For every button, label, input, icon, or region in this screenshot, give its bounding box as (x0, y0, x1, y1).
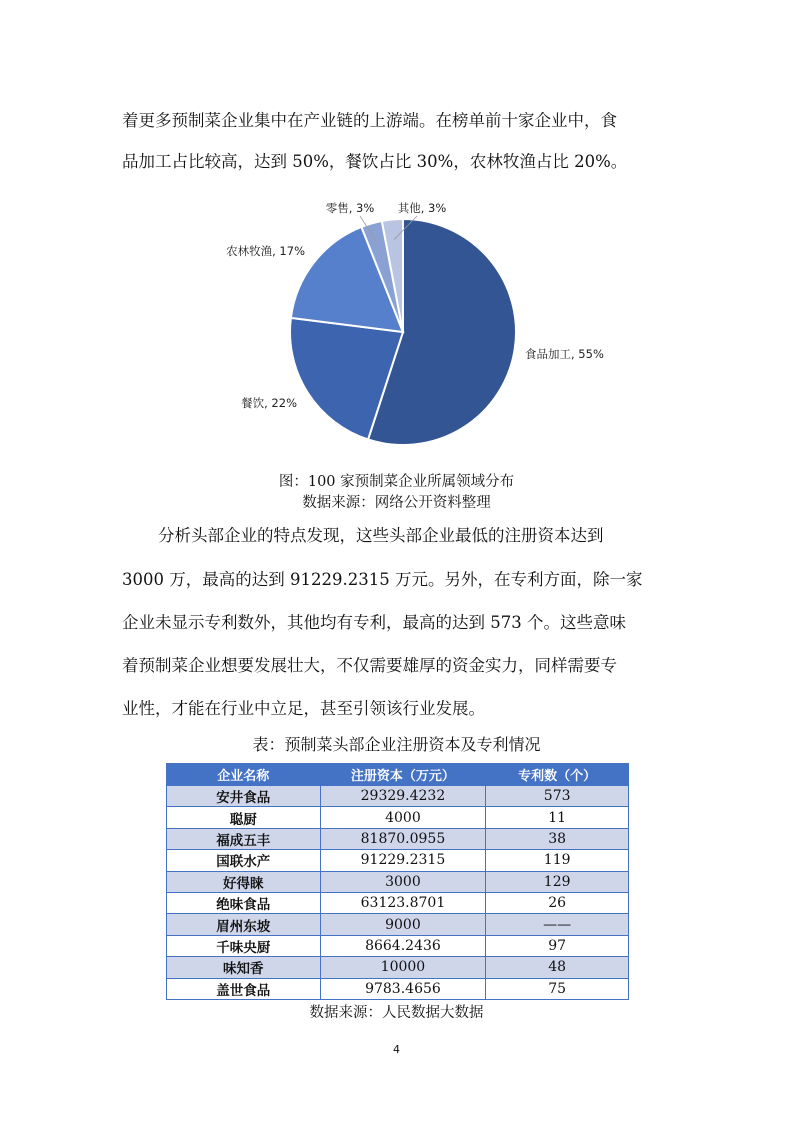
company-table (166, 763, 629, 1000)
header-capital: 注册资本（万元） (320, 764, 486, 786)
patents-cell: 26 (486, 892, 629, 913)
analysis-line: 分析头部企业的特点发现，这些头部企业最低的注册资本达到 (158, 526, 604, 545)
capital-cell: 3000 (320, 871, 486, 892)
capital-cell: 91229.2315 (320, 850, 486, 871)
table-row (167, 871, 629, 892)
table-header-row (167, 764, 629, 786)
patents-cell: 38 (486, 828, 629, 849)
intro-paragraph (122, 107, 677, 177)
slice-label: 食品加工, 55% (525, 347, 604, 361)
company-name-cell: 聪厨 (167, 807, 321, 828)
slice-label: 农林牧渔, 17% (226, 244, 305, 258)
slice-label: 其他, 3% (397, 201, 447, 215)
intro-line: 着更多预制菜企业集中在产业链的上游端。在榜单前十家企业中，食 (122, 111, 617, 130)
capital-cell: 10000 (320, 957, 486, 978)
patents-cell: 119 (486, 850, 629, 871)
analysis-line: 3000 万，最高的达到 91229.2315 万元。另外，在专利方面，除一家 (122, 570, 643, 589)
capital-cell: 4000 (320, 807, 486, 828)
table-row (167, 892, 629, 913)
company-name-cell: 绝味食品 (167, 892, 321, 913)
analysis-line: 业性，才能在行业中立足，甚至引领该行业发展。 (122, 699, 485, 718)
table-row (167, 828, 629, 849)
patents-cell: 97 (486, 935, 629, 956)
company-name-cell: 盖世食品 (167, 978, 321, 999)
analysis-line: 企业未显示专利数外，其他均有专利，最高的达到 573 个。这些意味 (122, 613, 626, 632)
company-name-cell: 好得睐 (167, 871, 321, 892)
table-row (167, 935, 629, 956)
figure-source: 数据来源：网络公开资料整理 (302, 495, 491, 511)
table-row (167, 957, 629, 978)
capital-cell: 8664.2436 (320, 935, 486, 956)
capital-cell: 29329.4232 (320, 786, 486, 807)
patents-cell: —— (486, 914, 629, 935)
table-title: 表：预制菜头部企业注册资本及专利情况 (252, 735, 541, 754)
table-row (167, 978, 629, 999)
intro-line: 品加工占比较高，达到 50%，餐饮占比 30%，农林牧渔占比 20%。 (122, 152, 628, 171)
company-name-cell: 安井食品 (167, 786, 321, 807)
capital-cell: 9000 (320, 914, 486, 935)
table-row (167, 850, 629, 871)
header-patents: 专利数（个） (486, 764, 629, 786)
company-name-cell: 国联水产 (167, 850, 321, 871)
pie-chart (200, 195, 620, 460)
company-name-cell: 福成五丰 (167, 828, 321, 849)
page-number: 4 (393, 1043, 400, 1056)
table-source: 数据来源：人民数据大数据 (309, 1005, 484, 1021)
company-name-cell: 千味央厨 (167, 935, 321, 956)
table-row (167, 786, 629, 807)
patents-cell: 573 (486, 786, 629, 807)
capital-cell: 81870.0955 (320, 828, 486, 849)
analysis-paragraph (122, 522, 677, 718)
patents-cell: 11 (486, 807, 629, 828)
capital-cell: 9783.4656 (320, 978, 486, 999)
capital-cell: 63123.8701 (320, 892, 486, 913)
table-row (167, 914, 629, 935)
patents-cell: 48 (486, 957, 629, 978)
slice-label: 零售, 3% (325, 201, 375, 215)
patents-cell: 75 (486, 978, 629, 999)
analysis-line: 着预制菜企业想要发展壮大，不仅需要雄厚的资金实力，同样需要专 (122, 656, 617, 675)
patents-cell: 129 (486, 871, 629, 892)
table-row (167, 807, 629, 828)
company-name-cell: 眉州东坡 (167, 914, 321, 935)
header-company: 企业名称 (167, 764, 321, 786)
company-name-cell: 味知香 (167, 957, 321, 978)
figure-caption: 图：100 家预制菜企业所属领域分布 (278, 474, 515, 490)
slice-label: 餐饮, 22% (241, 396, 297, 410)
